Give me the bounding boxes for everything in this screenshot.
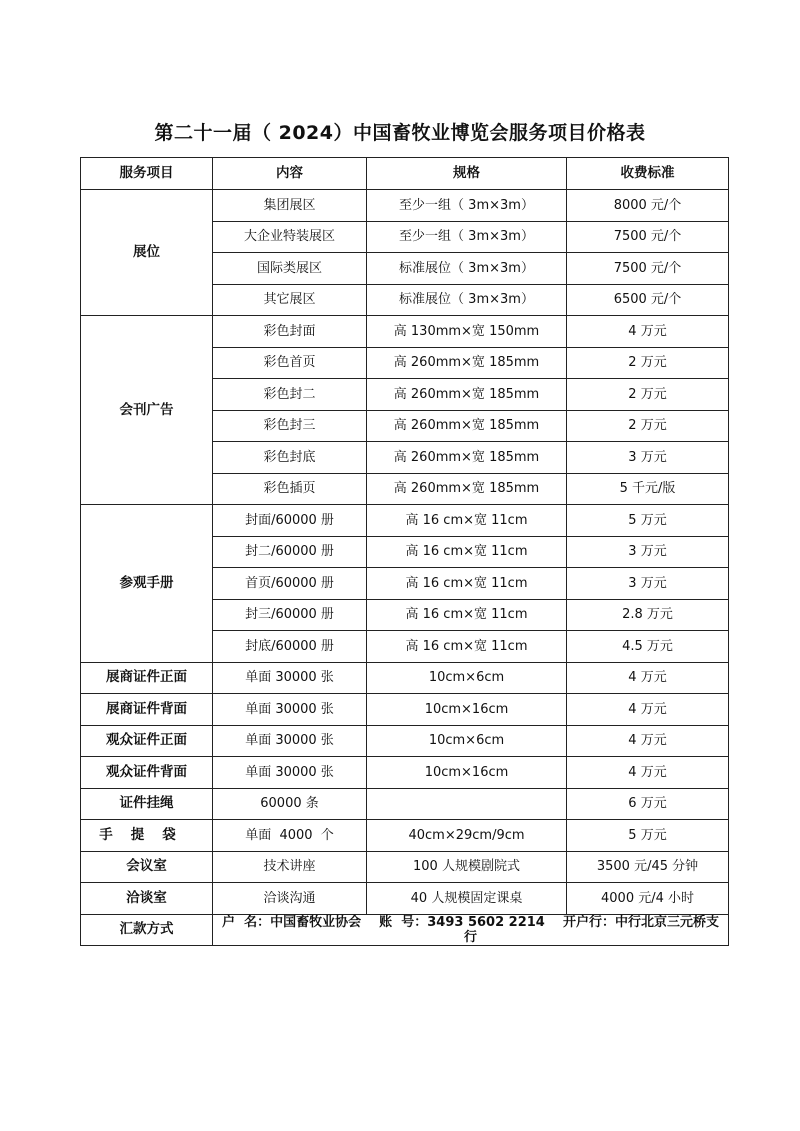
row-price: 3 万元	[567, 442, 729, 474]
payment-details: 户 名：中国畜牧业协会 账 号：3493 5602 2214 开户行：中行北京三元桥支行	[213, 914, 729, 946]
row-content: 洽谈沟通	[213, 883, 367, 915]
category-payment: 汇款方式	[81, 914, 213, 946]
row-price: 5 万元	[567, 820, 729, 852]
row-spec: 标准展位（ 3m×3m）	[367, 284, 567, 316]
row-content: 单面 30000 张	[213, 662, 367, 694]
table-row	[81, 788, 729, 820]
row-content: 彩色插页	[213, 473, 367, 505]
row-content: 大企业特装展区	[213, 221, 367, 253]
row-spec: 高 16 cm×宽 11cm	[367, 568, 567, 600]
row-content: 单面 30000 张	[213, 725, 367, 757]
category-journal-ads: 会刊广告	[81, 316, 213, 505]
row-content: 封三/60000 册	[213, 599, 367, 631]
row-price: 2 万元	[567, 347, 729, 379]
row-spec: 10cm×6cm	[367, 662, 567, 694]
row-content: 彩色封底	[213, 442, 367, 474]
row-content: 封二/60000 册	[213, 536, 367, 568]
page-title: 第二十一届（ 2024）中国畜牧业博览会服务项目价格表	[154, 122, 646, 144]
row-spec	[367, 788, 567, 820]
category-visitor-badge-back: 观众证件背面	[81, 757, 213, 789]
category-booth: 展位	[81, 190, 213, 316]
category-exhibitor-badge-back: 展商证件背面	[81, 694, 213, 726]
row-spec: 标准展位（ 3m×3m）	[367, 253, 567, 285]
category-exhibitor-badge-front: 展商证件正面	[81, 662, 213, 694]
row-price: 6 万元	[567, 788, 729, 820]
row-spec: 高 16 cm×宽 11cm	[367, 631, 567, 663]
row-price: 5 万元	[567, 505, 729, 537]
row-price: 4 万元	[567, 757, 729, 789]
row-spec: 高 16 cm×宽 11cm	[367, 536, 567, 568]
row-spec: 10cm×6cm	[367, 725, 567, 757]
row-spec: 至少一组（ 3m×3m）	[367, 221, 567, 253]
row-price: 3 万元	[567, 568, 729, 600]
row-content: 60000 条	[213, 788, 367, 820]
row-spec: 40 人规模固定课桌	[367, 883, 567, 915]
row-content: 封底/60000 册	[213, 631, 367, 663]
row-price: 2.8 万元	[567, 599, 729, 631]
row-spec: 10cm×16cm	[367, 694, 567, 726]
row-price: 7500 元/个	[567, 253, 729, 285]
category-visitor-manual: 参观手册	[81, 505, 213, 663]
row-content: 彩色首页	[213, 347, 367, 379]
row-price: 4 万元	[567, 725, 729, 757]
row-price: 6500 元/个	[567, 284, 729, 316]
row-price: 4000 元/4 小时	[567, 883, 729, 915]
row-price: 2 万元	[567, 410, 729, 442]
row-price: 3500 元/45 分钟	[567, 851, 729, 883]
row-price: 7500 元/个	[567, 221, 729, 253]
row-content: 彩色封三	[213, 410, 367, 442]
row-content: 彩色封面	[213, 316, 367, 348]
row-content: 其它展区	[213, 284, 367, 316]
row-content: 单面 4000 个	[213, 820, 367, 852]
row-spec: 至少一组（ 3m×3m）	[367, 190, 567, 222]
price-table	[80, 157, 729, 946]
table-row	[81, 190, 729, 222]
table-row	[81, 505, 729, 537]
category-meeting-room: 会议室	[81, 851, 213, 883]
row-spec: 高 260mm×宽 185mm	[367, 410, 567, 442]
table-row	[81, 851, 729, 883]
table-header-row	[81, 158, 729, 190]
row-spec: 100 人规模剧院式	[367, 851, 567, 883]
row-price: 4 万元	[567, 316, 729, 348]
row-content: 单面 30000 张	[213, 694, 367, 726]
table-row	[81, 694, 729, 726]
table-row	[81, 662, 729, 694]
row-content: 首页/60000 册	[213, 568, 367, 600]
row-spec: 40cm×29cm/9cm	[367, 820, 567, 852]
row-price: 2 万元	[567, 379, 729, 411]
row-spec: 高 260mm×宽 185mm	[367, 347, 567, 379]
row-spec: 高 16 cm×宽 11cm	[367, 505, 567, 537]
table-row	[81, 316, 729, 348]
row-price: 5 千元/版	[567, 473, 729, 505]
category-visitor-badge-front: 观众证件正面	[81, 725, 213, 757]
category-tote-bag: 手提袋	[81, 820, 213, 852]
row-content: 封面/60000 册	[213, 505, 367, 537]
row-content: 单面 30000 张	[213, 757, 367, 789]
category-lanyard: 证件挂绳	[81, 788, 213, 820]
header-service-item: 服务项目	[81, 158, 213, 190]
header-price: 收费标准	[567, 158, 729, 190]
category-negotiation-room: 洽谈室	[81, 883, 213, 915]
row-price: 8000 元/个	[567, 190, 729, 222]
row-spec: 高 130mm×宽 150mm	[367, 316, 567, 348]
row-price: 3 万元	[567, 536, 729, 568]
table-row	[81, 820, 729, 852]
table-row	[81, 725, 729, 757]
row-price: 4 万元	[567, 694, 729, 726]
header-spec: 规格	[367, 158, 567, 190]
header-content: 内容	[213, 158, 367, 190]
row-content: 国际类展区	[213, 253, 367, 285]
row-price: 4.5 万元	[567, 631, 729, 663]
table-row	[81, 757, 729, 789]
row-content: 技术讲座	[213, 851, 367, 883]
row-content: 集团展区	[213, 190, 367, 222]
row-price: 4 万元	[567, 662, 729, 694]
row-spec: 高 260mm×宽 185mm	[367, 473, 567, 505]
row-spec: 高 16 cm×宽 11cm	[367, 599, 567, 631]
table-row	[81, 883, 729, 915]
row-spec: 高 260mm×宽 185mm	[367, 379, 567, 411]
row-spec: 10cm×16cm	[367, 757, 567, 789]
payment-row	[81, 914, 729, 946]
row-spec: 高 260mm×宽 185mm	[367, 442, 567, 474]
row-content: 彩色封二	[213, 379, 367, 411]
